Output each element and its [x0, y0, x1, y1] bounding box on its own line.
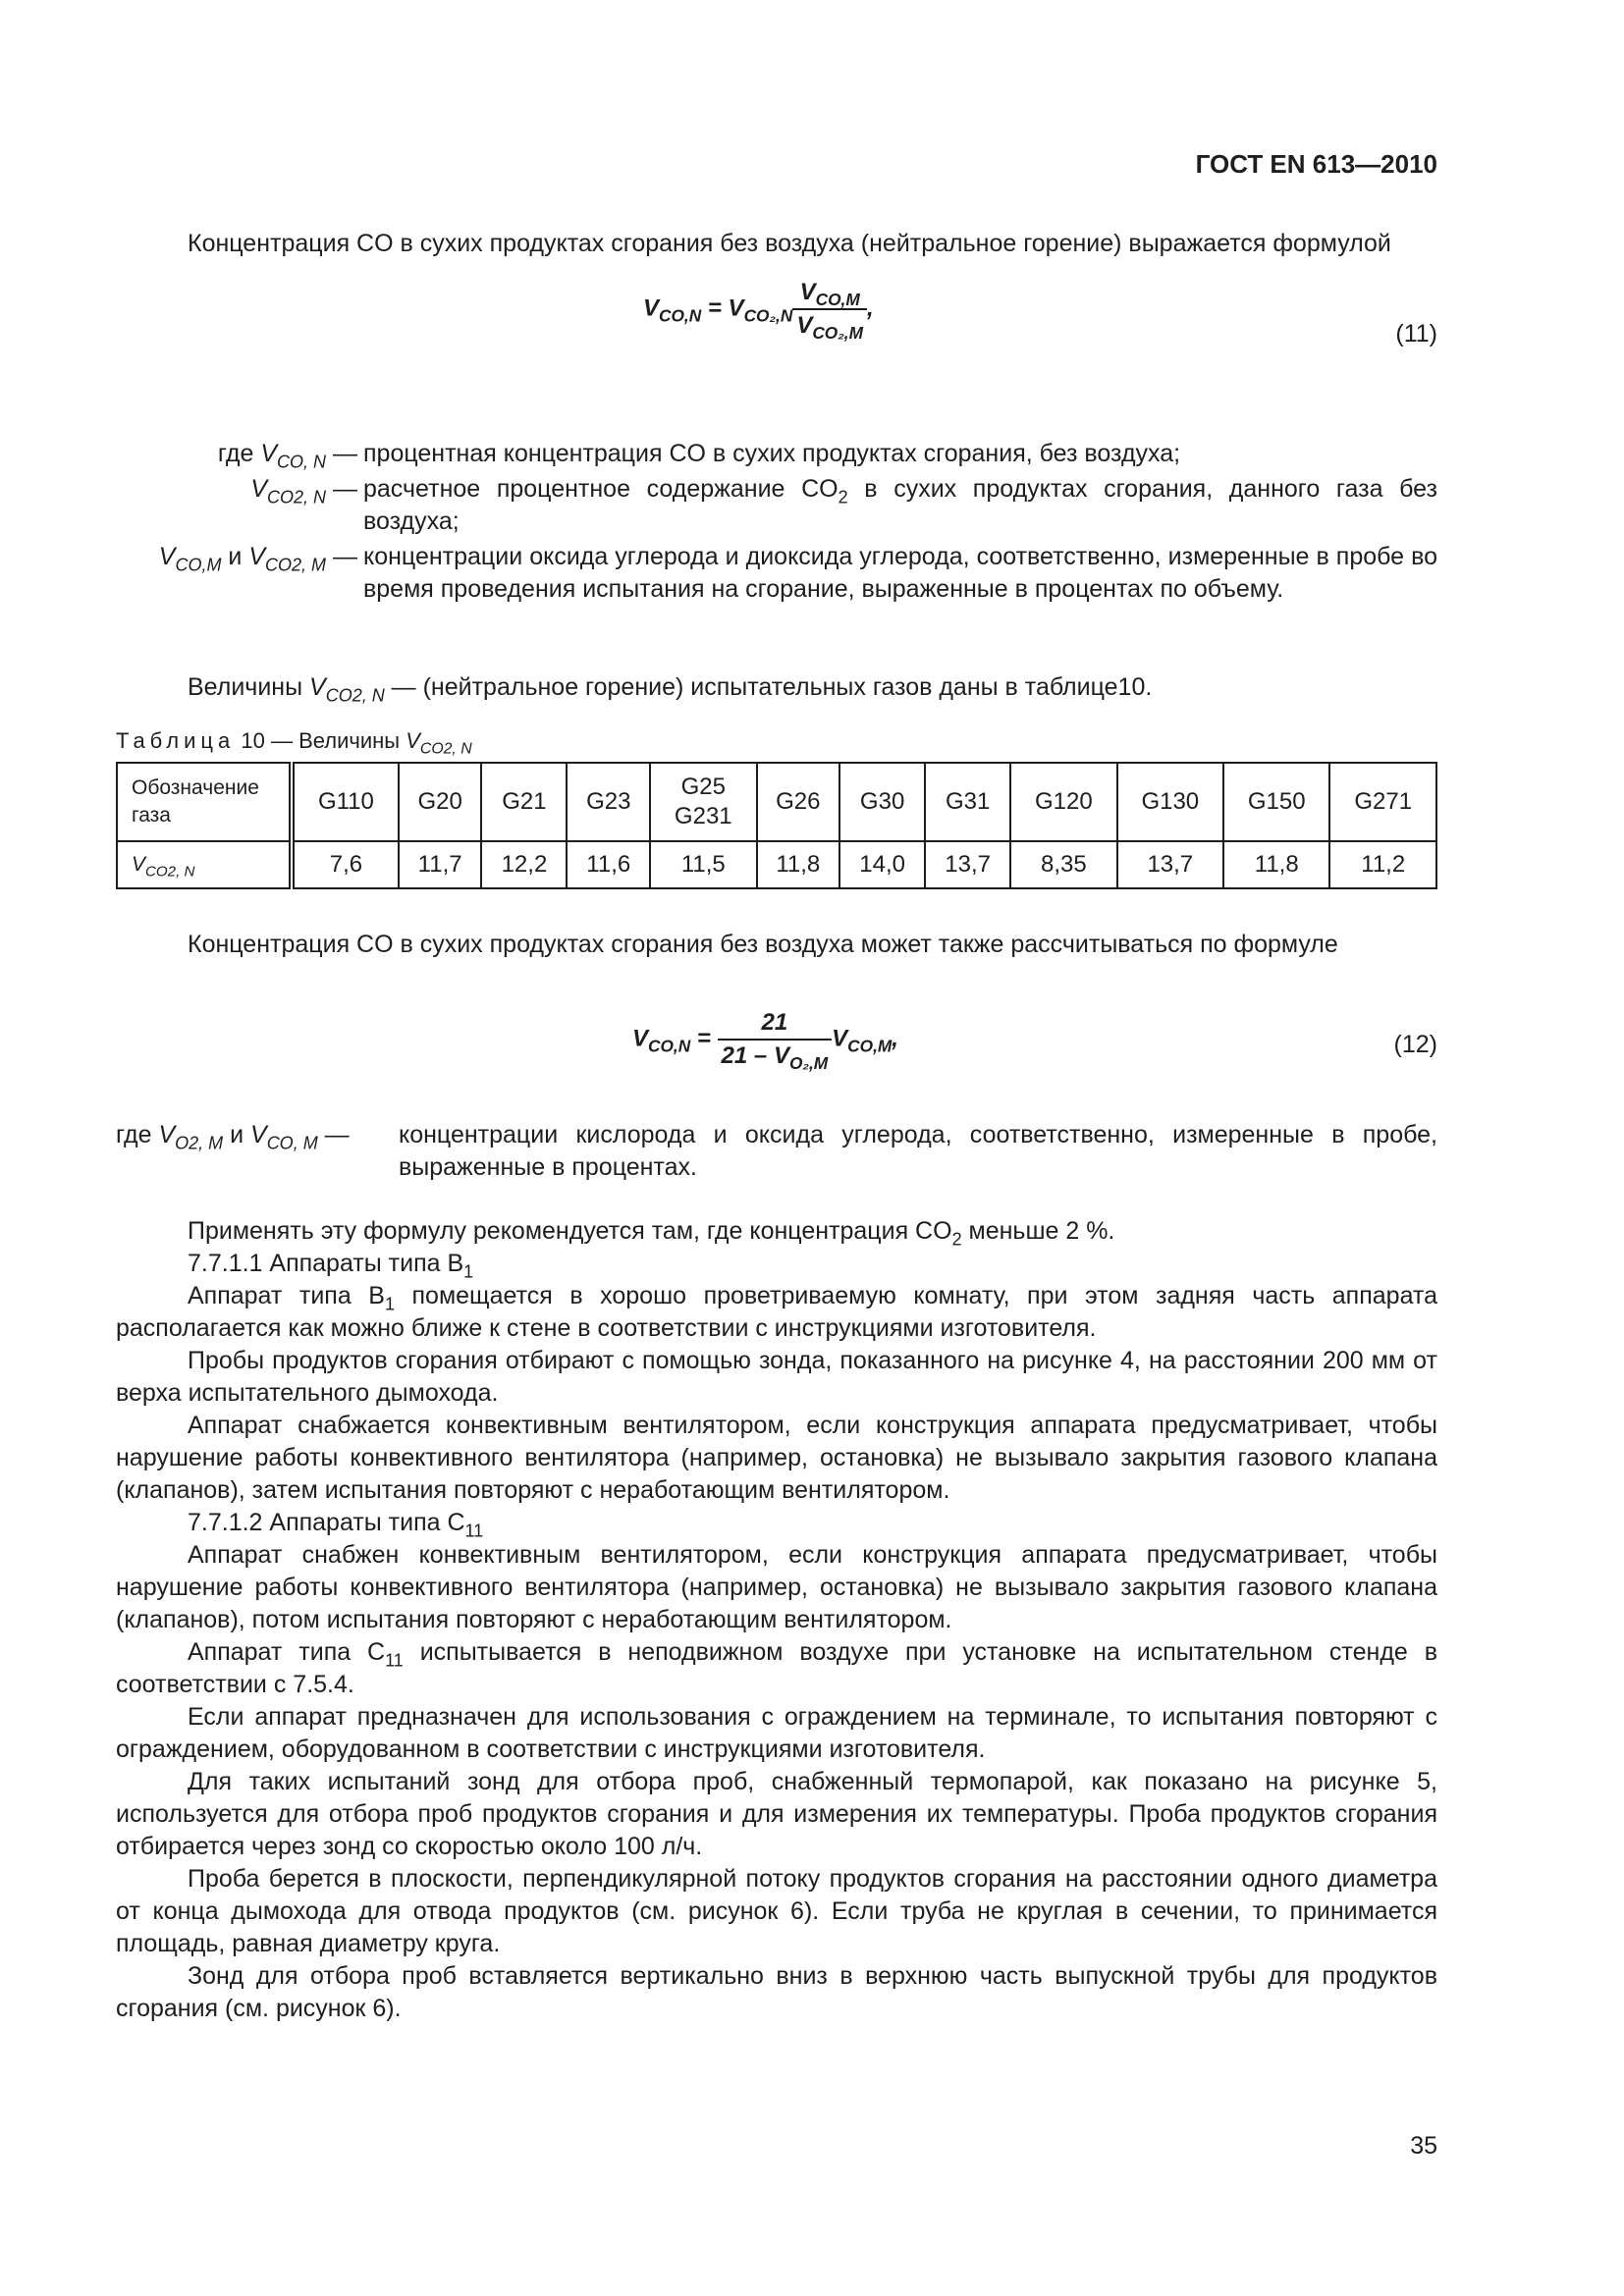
gas-cell: G30 [839, 763, 925, 841]
page-number: 35 [1410, 2132, 1437, 2160]
table-co2-values [116, 762, 1437, 889]
legend-2-desc: концентрации кислорода и оксида углерода, соответственно, измеренные в пробе, выраженные в процентах. [399, 1121, 1437, 1181]
paragraph: Для таких испытаний зонд для отбора проб, снабженный термопарой, как показано на рисунке 5, используется для отбора проб продуктов сгорания и для измерения их температуры. Проба продуктов сгорания отбирается через зонд со скоростью около 100 л/ч. [116, 1768, 1437, 1860]
row-header-gas: Обозначение газа [117, 763, 292, 841]
intro-paragraph: Концентрация CO в сухих продуктах сгорания без воздуха (нейтральное горение) выражается формулой [188, 230, 1391, 257]
paragraph: Зонд для отбора проб вставляется вертикально вниз в верхнюю часть выпускной трубы для продуктов сгорания (см. рисунок 6). [116, 1962, 1437, 2022]
paragraph: Аппарат снабжается конвективным вентилятором, если конструкция аппарата предусматривает, чтобы нарушение работы конвективного вентилятора (например, остановка) не вызывало закрытия газового клапана (клапанов), затем испытания повторяют с неработающим вентилятором. [116, 1412, 1437, 1504]
legend-2-term: где $V_{O2, M}$ и $V_{CO, M}$ — [116, 1121, 350, 1153]
value-cell: 11,2 [1329, 841, 1436, 888]
value-cell: 11,5 [650, 841, 756, 888]
gas-cell: G26 [757, 763, 840, 841]
paragraph: Аппарат снабжен конвективным вентилятором, если конструкция аппарата предусматривает, чтобы нарушение работы конвективного вентилятора (например, остановка) не вызывало закрытия газового клапана (клапанов), потом испытания повторяют с неработающим вентилятором. [116, 1541, 1437, 1633]
formula-12: $V_{CO,N}$ = $\frac{21}{21 - V_{O_2,M}}$ $V_{CO,M}$, [632, 1009, 898, 1074]
gas-cell: G20 [399, 763, 482, 841]
paragraph: Пробы продуктов сгорания отбирают с помощью зонда, показанного на рисунке 4, на расстоянии 200 мм от верха испытательного дымохода. [116, 1347, 1437, 1407]
gas-cell: G21 [481, 763, 567, 841]
paragraph: Аппарат типа $B_1$ помещается в хорошо проветриваемую комнату, при этом задняя часть аппарата располагается как можно ближе к стене в соответствии с инструкциями изготовителя. [116, 1282, 1437, 1342]
gas-cell: G23 [567, 763, 650, 841]
table-header-row [117, 763, 1436, 841]
value-cell: 13,7 [1117, 841, 1223, 888]
formula-11: $V_{CO,N} = V_{CO_2,N}$ $\frac{V_{CO,M}}{V_{CO_2,M}}$ , [643, 279, 874, 344]
legend-term-1: где $V_{CO, N}$ — [217, 440, 357, 472]
value-cell: 11,8 [1223, 841, 1329, 888]
value-cell: 7,6 [292, 841, 399, 888]
paragraph: Аппарат типа $C_{11}$ испытывается в неподвижном воздухе при установке на испытательном стенде в соответствии с 7.5.4. [116, 1638, 1437, 1698]
value-cell: 14,0 [839, 841, 925, 888]
paragraph: Если аппарат предназначен для использования с ограждением на терминале, то испытания повторяют с ограждением, оборудованном в соответствии с инструкциями изготовителя. [116, 1703, 1437, 1763]
gas-cell: G150 [1223, 763, 1329, 841]
body-text [116, 1215, 1437, 2025]
value-cell: 11,6 [567, 841, 650, 888]
gas-cell: G31 [925, 763, 1010, 841]
legend-term-3: $V_{CO,M}$ и $V_{CO2, M}$ — [158, 543, 357, 575]
equation-number-12: (12) [1393, 1031, 1437, 1058]
table-caption: Таблица 10 — Величины $V_{CO2, N}$ [116, 728, 472, 758]
value-cell: 11,8 [757, 841, 840, 888]
gas-cell: G25 G231 [650, 763, 756, 841]
gas-cell: G271 [1329, 763, 1436, 841]
value-cell: 11,7 [399, 841, 482, 888]
paragraph: Применять эту формулу рекомендуется там, где концентрация $CO_2$ меньше 2 %. [188, 1217, 1115, 1250]
value-cell: 13,7 [925, 841, 1010, 888]
section-heading-7-7-1-1: 7.7.1.1 Аппараты типа $B_1$ [188, 1250, 474, 1282]
legend-desc-1: процентная концентрация CO в сухих продуктах сгорания, без воздуха; [363, 440, 1181, 467]
legend-term-2: $V_{CO2, N}$ — [250, 475, 357, 507]
values-reference-line: Величины $V_{CO2, N}$ — (нейтральное горение) испытательных газов даны в таблице10. [188, 673, 1153, 706]
section-heading-7-7-1-2: 7.7.1.2 Аппараты типа $C_{11}$ [188, 1509, 484, 1541]
legend-desc-3: концентрации оксида углерода и диоксида углерода, соответственно, измеренные в пробе во время проведения испытания на сгорание, выраженные в процентах по объему. [363, 543, 1437, 603]
gas-cell: G130 [1117, 763, 1223, 841]
value-cell: 8,35 [1010, 841, 1116, 888]
value-cell: 12,2 [481, 841, 567, 888]
row-header-vco2: $V_{CO2, N}$ [117, 841, 292, 888]
equation-number-11: (11) [1395, 320, 1437, 347]
intro-paragraph-2: Концентрация CO в сухих продуктах сгорания без воздуха может также рассчитываться по формуле [188, 931, 1338, 958]
paragraph: Проба берется в плоскости, перпендикулярной потоку продуктов сгорания на расстоянии одного диаметра от конца дымохода для отвода продуктов (см. рисунок 6). Если труба не круглая в сечении, то принимается площадь, равная диаметру круга. [116, 1865, 1437, 1957]
document-header: ГОСТ EN 613—2010 [1195, 149, 1437, 179]
gas-cell: G120 [1010, 763, 1116, 841]
gas-cell: G110 [292, 763, 399, 841]
table-values-row [117, 841, 1436, 888]
legend-desc-2: расчетное процентное содержание $CO_2$ в сухих продуктах сгорания, данного газа без воздуха; [363, 475, 1437, 535]
